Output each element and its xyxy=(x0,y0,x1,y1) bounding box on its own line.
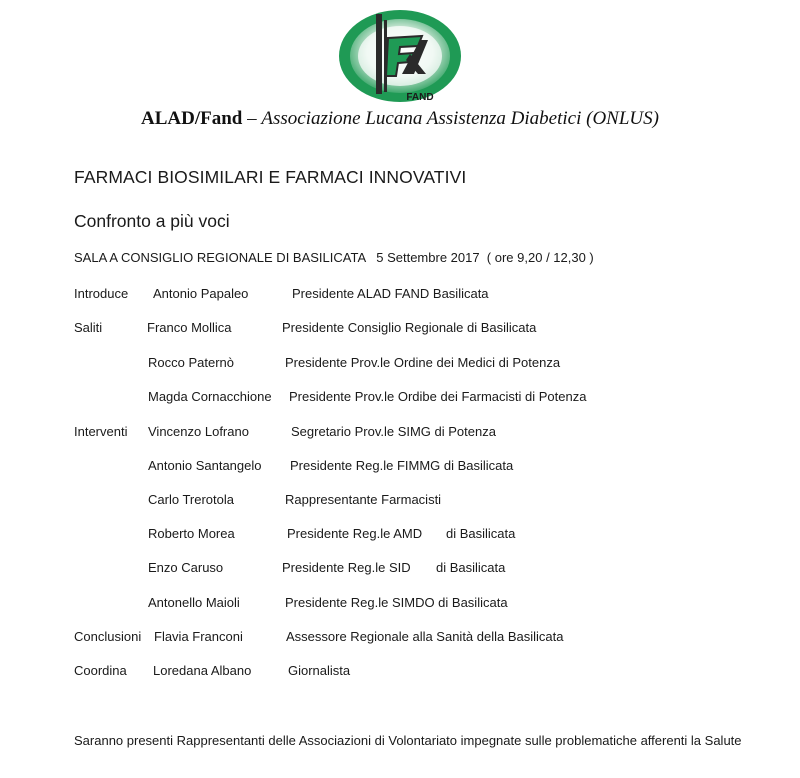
speaker-role: Presidente Reg.le AMD xyxy=(287,526,423,541)
speaker-name: Flavia Franconi xyxy=(154,629,243,644)
association-acronym: ALAD/Fand xyxy=(141,108,243,129)
program-row xyxy=(0,389,800,407)
speaker-name: Rocco Paternò xyxy=(148,355,234,370)
speaker-name: Enzo Caruso xyxy=(148,560,224,575)
speaker-role-region: di Basilicata xyxy=(436,560,506,575)
program-row xyxy=(0,286,800,304)
program-row xyxy=(0,526,800,544)
program-section-label: Coordina xyxy=(74,663,127,678)
speaker-role-region: di Basilicata xyxy=(446,526,516,541)
program-row xyxy=(0,492,800,510)
program-row xyxy=(0,424,800,442)
program-row xyxy=(0,663,800,681)
speaker-role: Presidente Reg.le SID xyxy=(282,560,411,575)
program-section-label: Saliti xyxy=(74,320,103,335)
speaker-role: Presidente Reg.le FIMMG di Basilicata xyxy=(290,458,514,473)
program-row xyxy=(0,320,800,338)
speaker-name: Antonello Maioli xyxy=(148,595,240,610)
event-venue-date: SALA A CONSIGLIO REGIONALE DI BASILICATA 5 Settembre 2017 ( ore 9,20 / 12,30 ) xyxy=(74,250,594,265)
fand-logo xyxy=(336,6,464,106)
program-row xyxy=(0,458,800,476)
speaker-role: Giornalista xyxy=(288,663,351,678)
program-section-label: Introduce xyxy=(74,286,129,301)
footer-note: Saranno presenti Rappresentanti delle Associazioni di Volontariato impegnate sulle problematiche afferenti la Salute xyxy=(74,733,742,748)
speaker-role: Segretario Prov.le SIMG di Potenza xyxy=(291,424,496,439)
program-section-label: Interventi xyxy=(74,424,128,439)
speaker-name: Franco Mollica xyxy=(147,320,232,335)
speaker-role: Presidente Prov.le Ordibe dei Farmacisti di Potenza xyxy=(289,389,587,404)
speaker-role: Presidente Prov.le Ordine dei Medici di Potenza xyxy=(285,355,561,370)
program-section-label: Conclusioni xyxy=(74,629,142,644)
fand-logo-graphic xyxy=(336,6,464,106)
speaker-role: Presidente Consiglio Regionale di Basilicata xyxy=(282,320,537,335)
logo-wordmark: FAND xyxy=(406,92,434,103)
event-title: FARMACI BIOSIMILARI E FARMACI INNOVATIVI xyxy=(74,167,467,187)
association-separator: – xyxy=(242,108,262,129)
program-row xyxy=(0,595,800,613)
speaker-name: Vincenzo Lofrano xyxy=(148,424,249,439)
speaker-role: Rappresentante Farmacisti xyxy=(285,492,442,507)
speaker-name: Antonio Santangelo xyxy=(148,458,262,473)
speaker-name: Carlo Trerotola xyxy=(148,492,234,507)
program-row xyxy=(0,355,800,373)
event-subtitle: Confronto a più voci xyxy=(74,211,230,231)
speaker-role: Presidente ALAD FAND Basilicata xyxy=(292,286,489,301)
association-heading xyxy=(0,108,800,130)
association-full-name: Associazione Lucana Assistenza Diabetici (ONLUS) xyxy=(261,108,659,129)
speaker-name: Antonio Papaleo xyxy=(153,286,249,301)
speaker-name: Magda Cornacchione xyxy=(148,389,272,404)
program-row xyxy=(0,629,800,647)
speaker-name: Loredana Albano xyxy=(153,663,252,678)
speaker-role: Assessore Regionale alla Sanità della Basilicata xyxy=(286,629,564,644)
program-row xyxy=(0,560,800,578)
speaker-role: Presidente Reg.le SIMDO di Basilicata xyxy=(285,595,508,610)
speaker-name: Roberto Morea xyxy=(148,526,235,541)
